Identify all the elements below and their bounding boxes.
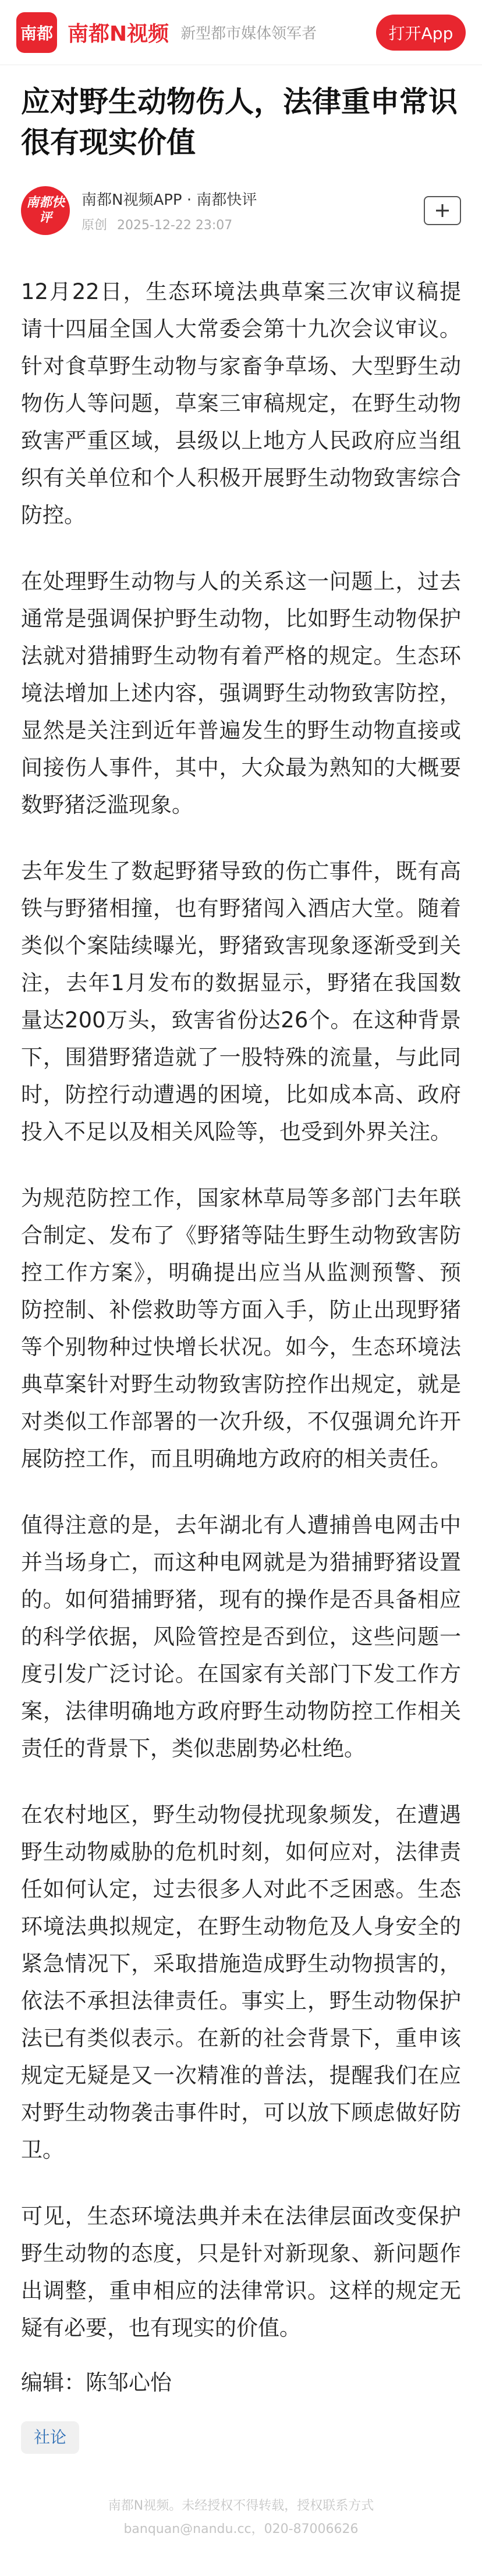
- app-logo[interactable]: 南都: [16, 12, 57, 53]
- open-app-button[interactable]: 打开App: [376, 15, 466, 51]
- author-name[interactable]: 南都N视频APP · 南都快评: [81, 191, 257, 209]
- author-info: [81, 188, 257, 233]
- paragraph: 在农村地区，野生动物侵扰现象频发，在遭遇野生动物威胁的危机时刻，如何应对，法律责任如何认定，过去很多人对此不乏困惑。生态环境法典拟规定，在野生动物危及人身安全的紧急情况下，采取措施造成野生动物损害的，依法不承担法律责任。事实上，野生动物保护法已有类似表示。在新的社会背景下，重申该规定无疑是又一次精准的普法，提醒我们在应对野生动物袭击事件时，可以放下顾虑做好防卫。: [21, 1802, 461, 2162]
- publish-time: 2025-12-22 23:07: [117, 218, 233, 233]
- paragraph: 值得注意的是，去年湖北有人遭捕兽电网击中并当场身亡，而这种电网就是为猎捕野猪设置的。如何猎捕野猪，现有的操作是否具备相应的科学依据，风险管控是否到位，这些问题一度引发广泛讨论。在国家有关部门下发工作方案，法律明确地方政府野生动物防控工作相关责任的背景下，类似悲剧势必杜绝。: [21, 1513, 461, 1761]
- original-label: 原创: [81, 218, 108, 233]
- contact-line: banquan@nandu.cc，020-87006626: [123, 2522, 359, 2536]
- author-avatar[interactable]: 南都快评: [21, 186, 70, 235]
- paragraph: 为规范防控工作，国家林草局等多部门去年联合制定、发布了《野猪等陆生野生动物致害防控工作方案》，明确提出应当从监测预警、预防控制、补偿救助等方面入手，防止出现野猪等个别物种过快增长状况。如今，生态环境法典草案针对野生动物致害防控作出规定，就是对类似工作部署的一次升级，不仅强调允许开展防控工作，而且明确地方政府的相关责任。: [21, 1186, 461, 1471]
- paragraph: 去年发生了数起野猪导致的伤亡事件，既有高铁与野猪相撞，也有野猪闯入酒店大堂。随着类似个案陆续曝光，野猪致害现象逐渐受到关注，去年1月发布的数据显示，野猪在我国数量达200万头，致害省份达26个。在这种背景下，围猎野猪造就了一股特殊的流量，与此同时，防控行动遭遇的困境，比如成本高、政府投入不足以及相关风险等，也受到外界关注。: [21, 859, 461, 1144]
- article-body: [0, 239, 482, 2401]
- article-meta: [81, 215, 257, 233]
- copyright-footer: [0, 2495, 482, 2576]
- top-bar: [0, 0, 482, 65]
- copyright-line: 南都N视频。未经授权不得转载，授权联系方式: [108, 2499, 374, 2513]
- brand-name: 南都N视频: [68, 22, 169, 46]
- paragraph: 在处理野生动物与人的关系这一问题上，过去通常是强调保护野生动物，比如野生动物保护法就对猎捕野生动物有着严格的规定。生态环境法增加上述内容，强调野生动物致害防控，显然是关注到近年普遍发生的野生动物直接或间接伤人事件，其中，大众最为熟知的大概要数野猪泛滥现象。: [21, 569, 461, 817]
- plus-icon[interactable]: [424, 196, 461, 225]
- paragraph: 12月22日，生态环境法典草案三次审议稿提请十四届全国人大常委会第十九次会议审议。针对食草野生动物与家畜争草场、大型野生动物伤人等问题，草案三审稿规定，在野生动物致害严重区域，县级以上地方人民政府应当组织有关单位和个人积极开展野生动物致害综合防控。: [21, 279, 461, 528]
- paragraph: 可见，生态环境法典并未在法律层面改变保护野生动物的态度，只是针对新现象、新问题作出调整，重申相应的法律常识。这样的规定无疑有必要，也有现实的价值。: [21, 2204, 461, 2340]
- editor-credit: 编辑：陈邹心怡: [21, 2370, 172, 2395]
- article-title: 应对野生动物伤人，法律重申常识很有现实价值: [21, 85, 458, 159]
- brand-slogan: 新型都市媒体领军者: [180, 25, 317, 42]
- tag-chip[interactable]: 社论: [21, 2421, 79, 2454]
- author-row: [0, 183, 482, 239]
